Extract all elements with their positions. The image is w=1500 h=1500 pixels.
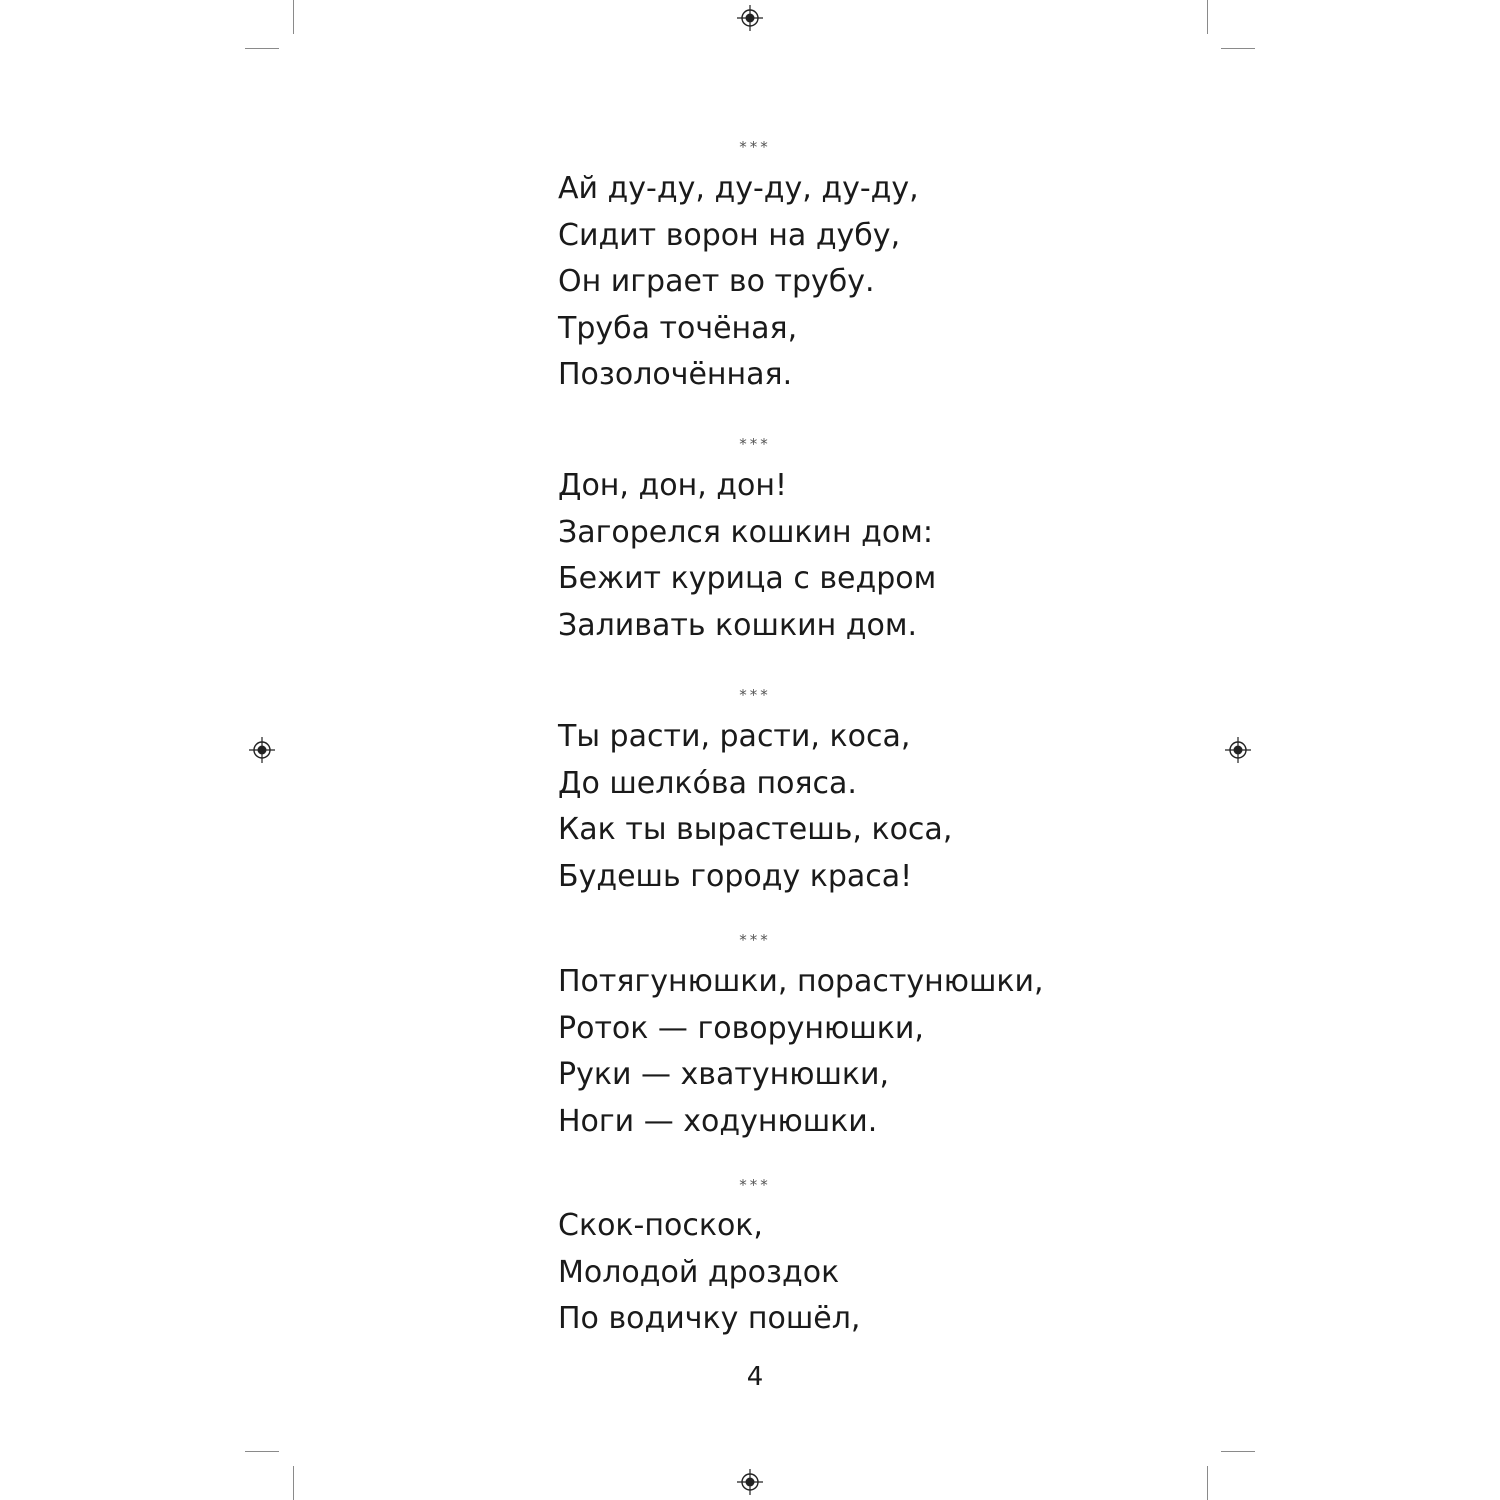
stanza-separator: *** — [739, 931, 771, 949]
poem-line: Будешь городу краса! — [558, 858, 913, 894]
poem-line: Как ты вырастешь, коса, — [558, 812, 953, 847]
poem-line: Ты расти, расти, коса, — [558, 719, 911, 754]
registration-mark-icon — [1225, 737, 1251, 763]
trim-mark-bottom-left-horizontal — [245, 1451, 279, 1452]
poem-line: Руки — хватунюшки, — [558, 1057, 890, 1092]
trim-mark-top-right-horizontal — [1221, 48, 1255, 49]
poem-line: Позолочённая. — [558, 357, 793, 392]
poem-line: Роток — говорунюшки, — [558, 1010, 924, 1046]
poem-line: Сидит ворон на дубу, — [558, 217, 901, 253]
trim-mark-top-left-horizontal — [245, 48, 279, 49]
poem-line: Труба точёная, — [558, 310, 798, 346]
stanza — [558, 463, 936, 649]
stanza — [558, 166, 919, 399]
registration-mark-icon — [737, 1469, 763, 1495]
trim-mark-bottom-right-vertical — [1207, 1466, 1208, 1500]
trim-mark-top-right-vertical — [1207, 0, 1208, 34]
trim-mark-top-left-vertical — [293, 0, 294, 34]
poem-line: Ноги — ходунюшки. — [558, 1103, 878, 1139]
registration-mark-icon — [737, 5, 763, 31]
stanza — [558, 1203, 860, 1343]
poem-line: Заливать кошкин дом. — [558, 607, 918, 643]
poem-line: Загорелся кошкин дом: — [558, 514, 934, 550]
stanza — [558, 959, 1044, 1145]
trim-mark-bottom-left-vertical — [293, 1466, 294, 1500]
registration-mark-icon — [249, 737, 275, 763]
poem-line: Ай ду-ду, ду-ду, ду-ду, — [558, 171, 919, 206]
poem-line: Бежит курица с ведром — [558, 561, 937, 596]
page-number: 4 — [746, 1362, 764, 1392]
trim-mark-bottom-right-horizontal — [1221, 1451, 1255, 1452]
poem-line: По водичку пошёл, — [558, 1301, 861, 1336]
poem-line: Молодой дроздок — [558, 1254, 840, 1290]
stanza — [558, 714, 952, 900]
stanza-separator: *** — [739, 138, 771, 156]
stanza-separator: *** — [739, 686, 771, 704]
poem-line: Он играет во трубу. — [558, 264, 875, 299]
stanza-separator: *** — [739, 1176, 771, 1194]
poem-line: До шелко́ва пояса. — [558, 765, 857, 801]
poem-line: Скок-поскок, — [558, 1208, 763, 1243]
poem-line: Дон, дон, дон! — [558, 468, 787, 503]
poem-line: Потягунюшки, порастунюшки, — [558, 964, 1044, 999]
stanza-separator: *** — [739, 435, 771, 453]
